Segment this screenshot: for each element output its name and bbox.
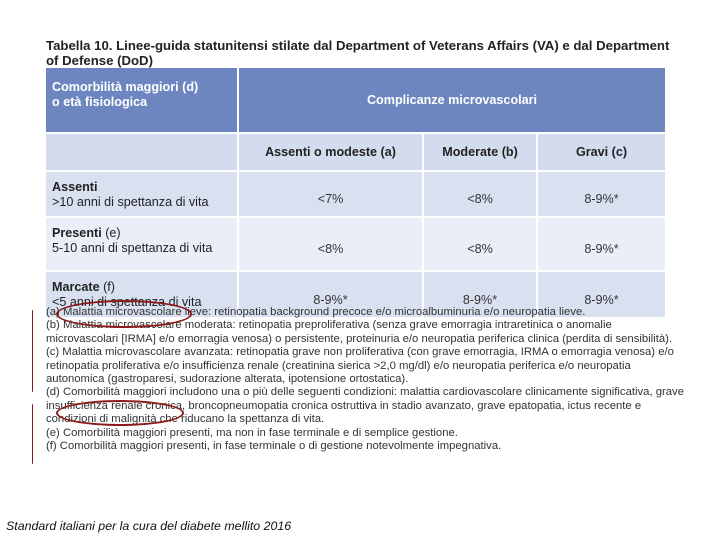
footnote-c: (c) Malattia microvascolare avanzata: retinopatia grave non proliferativa (con grave emorragia, IRMA o emorragia venosa) e/o retinopatia proliferativa e/o insufficienza renale (creatinina sierica >2,0 mg/dl) e/o neuropatia periferica e/o neuropatia autonomica (gastroparesi, sudorazione alterata, ipotensione ortostatica). [46, 346, 674, 386]
footnote-e: (e) Comorbilità maggiori presenti, ma non in fase terminale e di semplice gestione. [46, 426, 458, 439]
guidelines-table [46, 68, 667, 317]
table-cell: <8% [238, 217, 423, 271]
footer-source: Standard italiani per la cura del diabete mellito 2016 [6, 519, 292, 533]
row-label [46, 217, 238, 271]
footnote-f: (f) Comorbilità maggiori presenti, in fase terminale o di gestione notevolmente impegnativa. [46, 440, 502, 453]
annotation-bracket-bottom [32, 404, 33, 464]
row-label-bold: Presenti [52, 226, 102, 240]
table-cell: 8-9%* [537, 217, 666, 271]
table-cell: <8% [423, 171, 537, 217]
table-cell: <8% [423, 217, 537, 271]
row-label-sub: <5 anni di spettanza di vita [52, 295, 202, 309]
row-label-bold: Marcate [52, 280, 100, 294]
header-comorbidities-line2: o età fisiologica [52, 95, 148, 109]
annotation-ellipse-middle [56, 400, 184, 426]
table-cell: 8-9%* [238, 271, 423, 317]
footnote-a: (a) Malattia microvascolare lieve: retinopatia background precoce e/o microalbuminuria e/o neuropatia lieve. [46, 306, 586, 318]
subheader-empty [46, 133, 238, 171]
subheader-severe: Gravi (c) [537, 133, 666, 171]
footnotes [46, 306, 686, 453]
table-row [46, 171, 666, 217]
footnote-b: (b) Malattia microvascolare moderata: retinopatia preproliferativa (senza grave emorragia intraretinica o anomalie microvascolari [IRMA] e/o emorragia venosa) o persistente, proteinuria e/o neuropatia periferica clinica (perdita di sensibilità). [46, 319, 673, 345]
table-cell: <7% [238, 171, 423, 217]
table-cell: 8-9%* [537, 171, 666, 217]
header-comorbidities-line1: Comorbilità maggiori (d) [52, 80, 199, 94]
row-label-bold: Assenti [52, 180, 98, 194]
row-label-sub: >10 anni di spettanza di vita [52, 195, 209, 209]
table-cell: 8-9%* [423, 271, 537, 317]
row-label [46, 171, 238, 217]
row-label-sub: 5-10 anni di spettanza di vita [52, 241, 213, 255]
table-cell: 8-9%* [537, 271, 666, 317]
table-row [46, 217, 666, 271]
row-label-suffix: (e) [101, 226, 121, 240]
table-title: Tabella 10. Linee-guida statunitensi stilate dal Department of Veterans Affairs (VA) e dal Department of Defense (DoD) [46, 38, 670, 68]
annotation-bracket-top [32, 310, 33, 392]
header-comorbidities [46, 68, 238, 133]
footnote-d: (d) Comorbilità maggiori includono una o più delle seguenti condizioni: malattia cardiovascolare clinicamente significativa, grave insufficienza renale cronica, broncopneumopatia cronica ostruttiva in stadio avanzato, grave epatopatia, ictus recente e condizioni di malignità che riducano la spettanza di vita. [46, 386, 684, 426]
row-label-suffix: (f) [99, 280, 115, 294]
annotation-ellipse-top [56, 300, 192, 328]
subheader-absent: Assenti o modeste (a) [238, 133, 423, 171]
subheader-moderate: Moderate (b) [423, 133, 537, 171]
header-complications: Complicanze microvascolari [238, 68, 666, 133]
